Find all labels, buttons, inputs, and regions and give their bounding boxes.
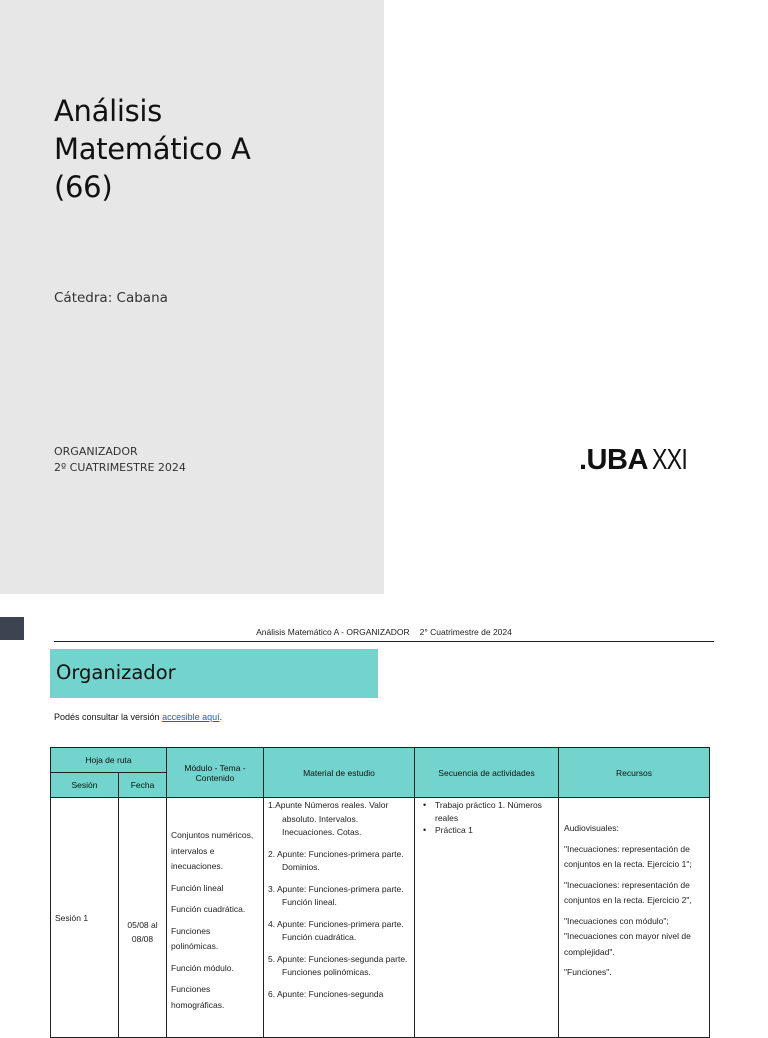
header-rule xyxy=(54,641,714,642)
uba-logo-bold: .UBA xyxy=(579,444,648,476)
material-item: 1.Apunte Números reales. Valor absoluto. Intervalos. Inecuaciones. Cotas. xyxy=(268,800,389,837)
actividad-item: • Práctica 1 xyxy=(419,824,554,837)
cover-organizer-block xyxy=(54,444,186,476)
header-sesion: Sesión xyxy=(51,773,119,798)
actividades-list xyxy=(419,799,554,837)
cover-title-line-2: Matemático A xyxy=(54,132,251,166)
modulo-item: Funciones polinómicas. xyxy=(171,925,219,951)
cover-organizer-label: ORGANIZADOR xyxy=(54,445,138,458)
material-item: 2. Apunte: Funciones-primera parte. Dominios. xyxy=(268,848,404,872)
header-recursos: Recursos xyxy=(559,748,710,798)
recurso-item: "Inecuaciones: representación de conjuntos en la recta. Ejercicio 2", xyxy=(564,879,692,905)
consult-text: Podés consultar la versión xyxy=(54,712,163,722)
page-header-right: 2° Cuatrimestre de 2024 xyxy=(419,627,512,637)
accessible-version-link[interactable]: accesible aquí xyxy=(162,712,220,722)
recurso-item: "Inecuaciones: representación de conjuntos en la recta. Ejercicio 1"; xyxy=(564,843,692,869)
recurso-item: "Inecuaciones con módulo"; "Inecuaciones con mayor nivel de complejidad". xyxy=(564,915,691,957)
cell-fecha: 05/08 al 08/08 xyxy=(119,798,167,1038)
cover-title-line-1: Análisis xyxy=(54,94,162,128)
consult-end: . xyxy=(219,712,223,722)
material-item: 6. Apunte: Funciones-segunda xyxy=(268,988,384,999)
cover-panel xyxy=(0,0,384,594)
cell-modulo xyxy=(167,798,264,1038)
cover-title xyxy=(54,92,251,206)
header-secuencia: Secuencia de actividades xyxy=(415,748,559,798)
recurso-item: "Funciones". xyxy=(564,967,612,977)
header-fecha: Fecha xyxy=(119,773,167,798)
cell-actividades xyxy=(415,798,559,1038)
material-item: 4. Apunte: Funciones-primera parte. Función cuadrática. xyxy=(268,918,404,942)
material-item: 5. Apunte: Funciones-segunda parte. Funciones polinómicas. xyxy=(268,953,408,977)
cover-title-line-3: (66) xyxy=(54,170,113,204)
header-hoja-de-ruta: Hoja de ruta xyxy=(51,748,167,773)
cell-sesion: Sesión 1 xyxy=(51,798,119,1038)
header-modulo: Módulo - Tema - Contenido xyxy=(167,748,264,798)
consult-line xyxy=(54,712,222,722)
actividad-item: • Trabajo práctico 1. Números reales xyxy=(419,799,554,824)
page-marker-tab xyxy=(0,617,24,640)
cover-catedra: Cátedra: Cabana xyxy=(54,290,168,306)
modulo-item: Función lineal xyxy=(171,882,224,893)
section-banner xyxy=(50,649,378,698)
uba-xxi-logo xyxy=(579,444,696,478)
modulo-item: Función cuadrática. xyxy=(171,904,246,914)
material-item: 3. Apunte: Funciones-primera parte. Función lineal. xyxy=(268,883,404,907)
organizer-table xyxy=(50,747,710,1038)
cell-material xyxy=(264,798,415,1038)
section-title: Organizador xyxy=(56,661,176,684)
cell-recursos xyxy=(559,798,710,1038)
page-header-left: Análisis Matemático A - ORGANIZADOR xyxy=(256,627,410,637)
page-header xyxy=(54,627,714,637)
uba-logo-thin: XXI xyxy=(651,444,687,476)
header-material: Material de estudio xyxy=(264,748,415,798)
modulo-item: Conjuntos numéricos, intervalos e inecuaciones. xyxy=(171,830,254,871)
modulo-item: Funciones homográficas. xyxy=(171,984,225,1010)
table-row xyxy=(51,798,710,1038)
cover-term: 2º CUATRIMESTRE 2024 xyxy=(54,461,186,474)
recurso-item: Audiovisuales: xyxy=(564,823,619,833)
modulo-item: Función módulo. xyxy=(171,962,234,973)
